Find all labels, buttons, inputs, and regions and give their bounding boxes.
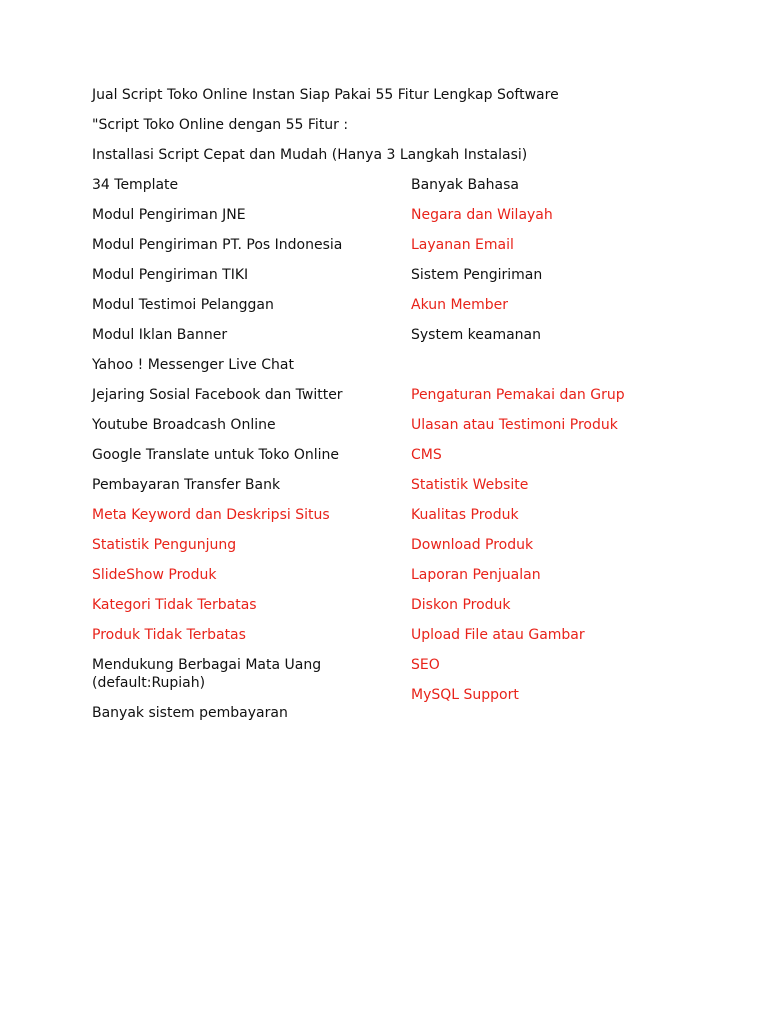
feature-right-15: Upload File atau Gambar xyxy=(411,627,585,643)
feature-left-13: Statistik Pengunjung xyxy=(92,537,237,553)
feature-right-16: SEO xyxy=(411,657,440,673)
feature-right-5: Akun Member xyxy=(411,297,509,313)
feature-right-6: System keamanan xyxy=(411,327,541,343)
feature-left-12: Meta Keyword dan Deskripsi Situs xyxy=(92,507,330,523)
feature-left-7: Yahoo ! Messenger Live Chat xyxy=(92,357,294,373)
feature-left-15: Kategori Tidak Terbatas xyxy=(92,597,257,613)
feature-right-8: Ulasan atau Testimoni Produk xyxy=(411,417,618,433)
feature-left-6: Modul Iklan Banner xyxy=(92,327,228,343)
feature-left-2: Modul Pengiriman JNE xyxy=(92,207,246,223)
feature-left-11: Pembayaran Transfer Bank xyxy=(92,477,281,493)
feature-left-18: Banyak sistem pembayaran xyxy=(92,705,288,721)
feature-right-17: MySQL Support xyxy=(411,687,519,703)
feature-right-12: Download Produk xyxy=(411,537,534,553)
feature-right-11: Kualitas Produk xyxy=(411,507,519,523)
feature-left-16: Produk Tidak Terbatas xyxy=(92,627,246,643)
feature-right-3: Layanan Email xyxy=(411,237,514,253)
feature-left-14: SlideShow Produk xyxy=(92,567,217,583)
feature-left-3: Modul Pengiriman PT. Pos Indonesia xyxy=(92,237,343,253)
install-note: Installasi Script Cepat dan Mudah (Hanya 3 Langkah Instalasi) xyxy=(92,147,528,163)
feature-right-1: Banyak Bahasa xyxy=(411,177,519,193)
feature-left-17: Mendukung Berbagai Mata Uang (default:Rupiah) xyxy=(92,657,322,691)
feature-right-14: Diskon Produk xyxy=(411,597,511,613)
feature-left-4: Modul Pengiriman TIKI xyxy=(92,267,249,283)
feature-left-1: 34 Template xyxy=(92,177,179,193)
feature-right-4: Sistem Pengiriman xyxy=(411,267,543,283)
feature-left-8: Jejaring Sosial Facebook dan Twitter xyxy=(92,387,343,403)
feature-left-5: Modul Testimoi Pelanggan xyxy=(92,297,274,313)
feature-left-10: Google Translate untuk Toko Online xyxy=(92,447,340,463)
feature-right-2: Negara dan Wilayah xyxy=(411,207,553,223)
feature-right-10: Statistik Website xyxy=(411,477,529,493)
feature-right-13: Laporan Penjualan xyxy=(411,567,541,583)
feature-right-7: Pengaturan Pemakai dan Grup xyxy=(411,387,625,403)
feature-right-9: CMS xyxy=(411,447,442,463)
document-title: Jual Script Toko Online Instan Siap Pakai 55 Fitur Lengkap Software xyxy=(92,87,559,103)
feature-left-9: Youtube Broadcash Online xyxy=(92,417,276,433)
document-subtitle: "Script Toko Online dengan 55 Fitur : xyxy=(92,117,349,133)
